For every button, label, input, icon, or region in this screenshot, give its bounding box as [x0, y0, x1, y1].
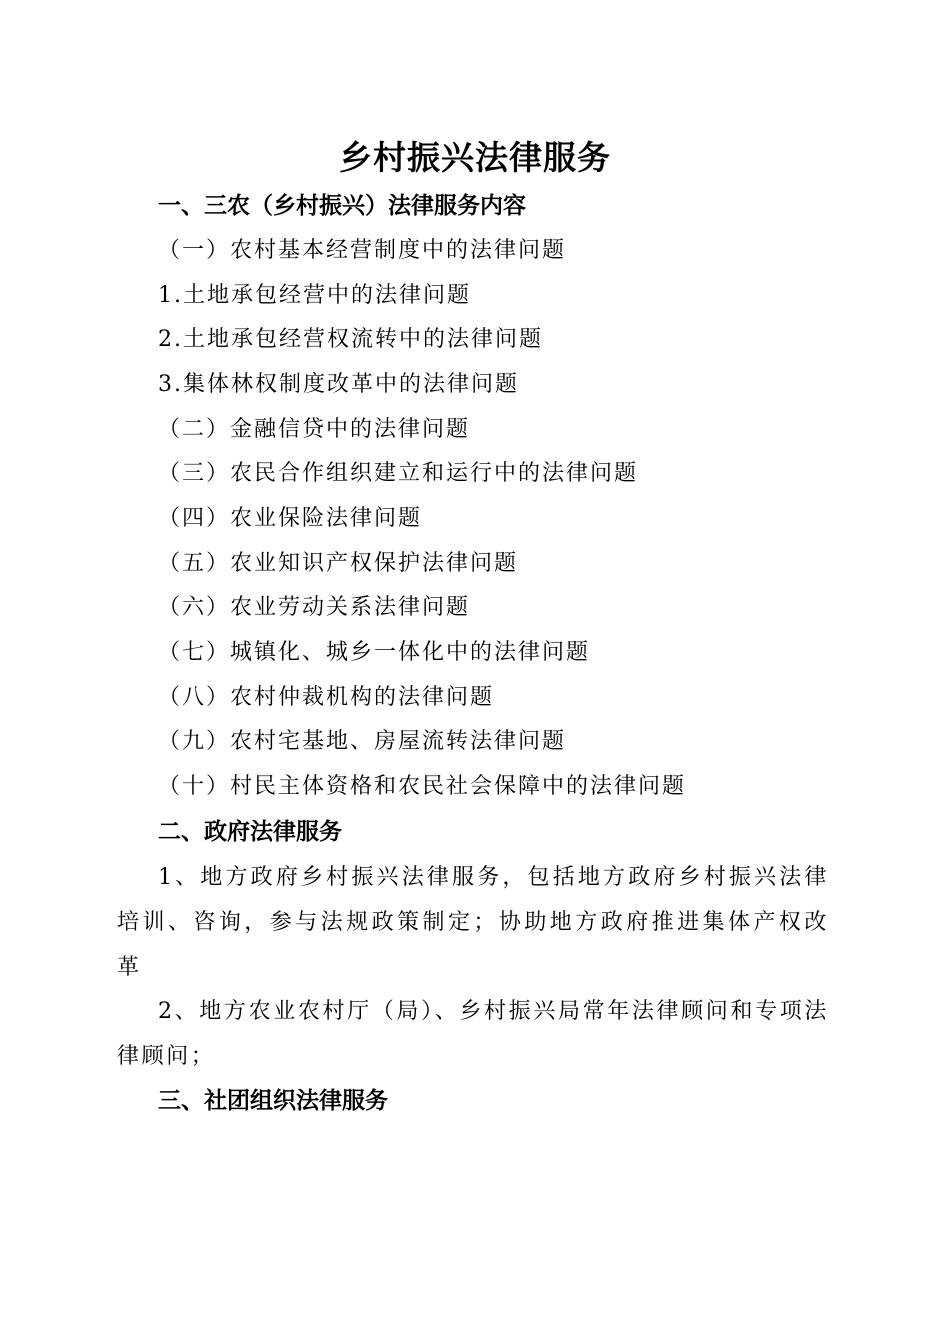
list-item: 1.土地承包经营中的法律问题 [158, 283, 471, 308]
list-item: （一）农村基本经营制度中的法律问题 [158, 238, 567, 263]
list-item: （二）金融信贷中的法律问题 [158, 417, 471, 442]
document-title: 乡村振兴法律服务 [339, 138, 611, 177]
list-item: （三）农民合作组织建立和运行中的法律问题 [158, 461, 639, 486]
list-item: （四）农业保险法律问题 [158, 506, 423, 531]
paragraph: 1、地方政府乡村振兴法律服务，包括地方政府乡村振兴法律培训、咨询，参与法规政策制定；协助地方政府推进集体产权改革 [117, 865, 829, 980]
section-heading-3: 三、社团组织法律服务 [158, 1088, 388, 1114]
paragraph: 2、地方农业农村厅（局）、乡村振兴局常年法律顾问和专项法律顾问； [117, 999, 829, 1069]
section-heading-2: 二、政府法律服务 [158, 819, 342, 845]
list-item: 2.土地承包经营权流转中的法律问题 [158, 327, 543, 352]
list-item: （十）村民主体资格和农民社会保障中的法律问题 [158, 774, 687, 799]
list-item: 3.集体林权制度改革中的法律问题 [158, 372, 519, 397]
list-item: （六）农业劳动关系法律问题 [158, 595, 471, 620]
list-item: （八）农村仲裁机构的法律问题 [158, 685, 495, 710]
list-item: （五）农业知识产权保护法律问题 [158, 551, 519, 576]
list-item: （七）城镇化、城乡一体化中的法律问题 [158, 640, 591, 665]
section-heading-1: 一、三农（乡村振兴）法律服务内容 [158, 193, 526, 219]
list-item: （九）农村宅基地、房屋流转法律问题 [158, 729, 567, 754]
